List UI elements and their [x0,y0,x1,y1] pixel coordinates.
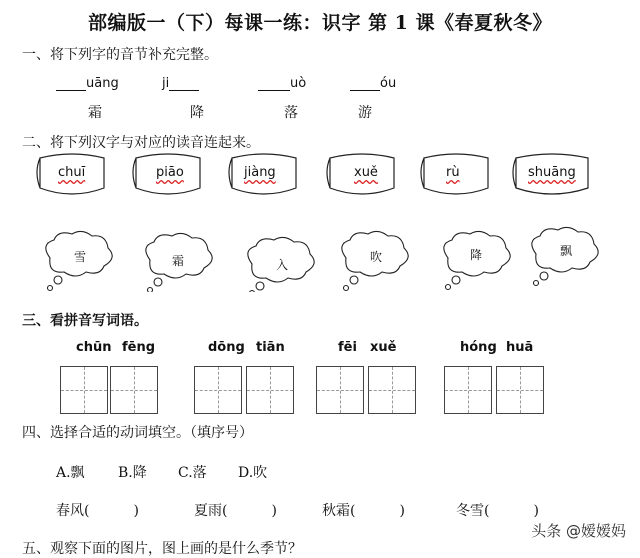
option-c: C.落 [178,465,207,481]
cloud-row [0,226,640,292]
s1-item-1-char: 霜 [88,105,102,121]
cloud-char-1[interactable]: 雪 [74,250,87,264]
blank-summer[interactable]: 夏雨( ) [194,503,277,519]
writing-grid-cell[interactable] [110,366,158,414]
s3-pinyin-2a: dōng [208,340,245,355]
cloud-char-4[interactable]: 吹 [370,250,383,264]
s3-pinyin-4a: hóng [460,340,497,355]
option-d: D.吹 [238,465,268,481]
writing-grid-cell[interactable] [496,366,544,414]
fill-blank[interactable] [56,76,86,91]
s3-pinyin-1b: fēng [122,340,156,355]
s1-item-2-char: 降 [190,105,204,121]
banner-pinyin-1[interactable]: chuī [58,165,86,180]
watermark-label: 头条 @嫒嫒妈 [531,522,626,540]
section1-heading: 一、将下列字的音节补充完整。 [22,47,218,63]
section3-heading: 三、看拼音写词语。 [22,313,148,329]
writing-grid-cell[interactable] [316,366,364,414]
s1-item-2-pinyin: ji [162,76,199,91]
fill-blank[interactable] [350,76,380,91]
writing-grid-cell[interactable] [444,366,492,414]
s3-pinyin-4b: huā [506,340,534,355]
page-title: 部编版一（下）每课一练：识字 第 1 课《春夏秋冬》 [87,12,553,34]
writing-grid-cell[interactable] [246,366,294,414]
writing-grid-cell[interactable] [368,366,416,414]
banner-pinyin-4[interactable]: xuě [354,165,378,180]
s3-pinyin-3b: xuě [370,340,397,355]
banner-pinyin-3[interactable]: jiàng [244,165,276,180]
cloud-char-5[interactable]: 降 [470,248,483,262]
s3-pinyin-3a: fēi [338,340,357,355]
banner-pinyin-2[interactable]: piāo [156,165,184,180]
blank-spring[interactable]: 春风( ) [56,503,139,519]
s1-item-3-char: 落 [284,105,298,121]
banner-pinyin-5[interactable]: rù [446,165,460,180]
fill-blank[interactable] [169,76,199,91]
s1-item-3-pinyin: uò [258,76,306,91]
banner-pinyin-6[interactable]: shuāng [528,165,576,180]
s1-item-4-char: 游 [358,105,372,121]
writing-grid-cell[interactable] [60,366,108,414]
s1-item-1-pinyin: uāng [56,76,119,91]
blank-autumn[interactable]: 秋霜( ) [322,503,405,519]
blank-winter[interactable]: 冬雪( ) [456,503,539,519]
section5-heading: 五、观察下面的图片，图上画的是什么季节？ [22,541,302,557]
option-a: A.飘 [56,465,85,481]
fill-blank[interactable] [258,76,290,91]
s1-item-4-pinyin: óu [350,76,396,91]
section4-heading: 四、选择合适的动词填空。（填序号） [22,425,253,441]
s3-pinyin-2b: tiān [256,340,285,355]
cloud-char-3[interactable]: 入 [276,258,289,272]
option-b: B.降 [118,465,147,481]
writing-grid-cell[interactable] [194,366,242,414]
cloud-char-2[interactable]: 霜 [172,254,185,268]
s3-pinyin-1a: chūn [76,340,112,355]
cloud-char-6[interactable]: 飘 [560,244,573,258]
section2-heading: 二、将下列汉字与对应的读音连起来。 [22,135,260,151]
